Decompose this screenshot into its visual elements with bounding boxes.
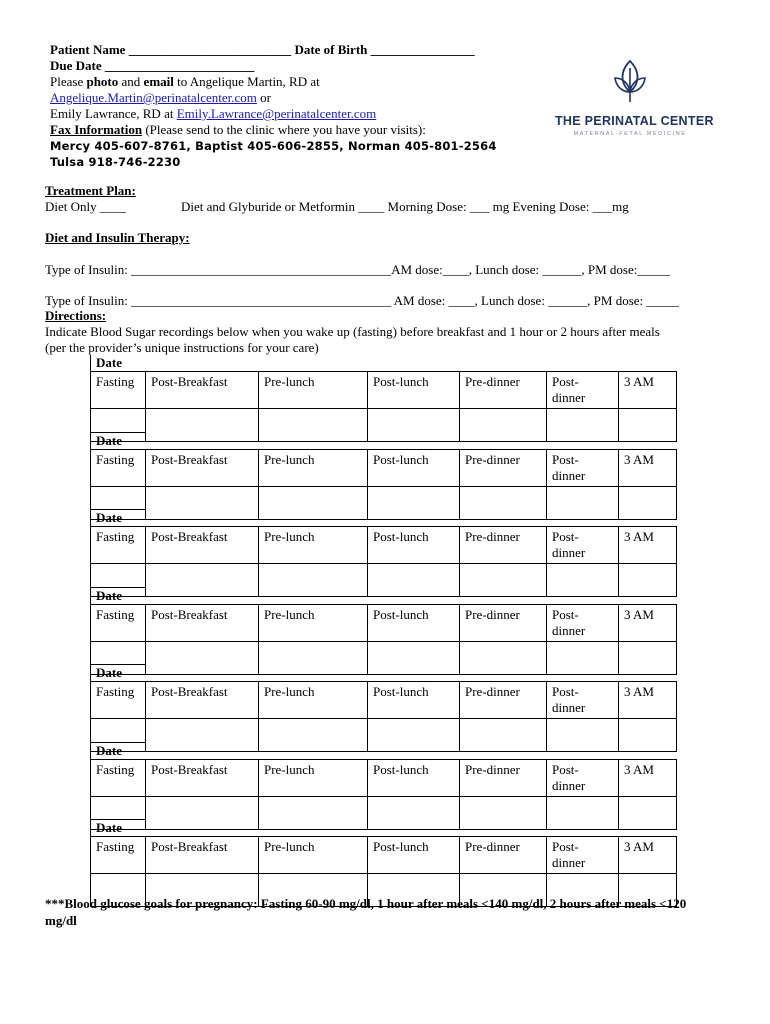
phone-numbers-line1: Mercy 405-607-8761, Baptist 405-606-2855, Norman 405-801-2564 bbox=[50, 139, 497, 153]
log-column-label: Post- dinner bbox=[547, 760, 619, 797]
log-column-label: Pre-lunch bbox=[259, 450, 368, 487]
log-column-label: Post-lunch bbox=[368, 760, 460, 797]
log-day-block bbox=[90, 432, 677, 520]
log-column-label: 3 AM bbox=[619, 527, 677, 564]
log-column-label: Pre-lunch bbox=[259, 760, 368, 797]
treatment-plan-title: Treatment Plan: bbox=[45, 183, 136, 198]
log-column-label: 3 AM bbox=[619, 372, 677, 409]
log-column-label: Post-lunch bbox=[368, 450, 460, 487]
log-column-label: Pre-dinner bbox=[460, 527, 547, 564]
log-column-label: Pre-lunch bbox=[259, 837, 368, 874]
log-column-label: 3 AM bbox=[619, 605, 677, 642]
date-row-spacer bbox=[146, 665, 677, 682]
log-day-block bbox=[90, 587, 677, 675]
leaf-logo-icon bbox=[610, 58, 650, 108]
log-column-label: Fasting bbox=[91, 450, 146, 487]
log-column-label: Post-Breakfast bbox=[146, 450, 259, 487]
patient-name-dob-line[interactable]: Patient Name _________________________ Date of Birth ________________ bbox=[50, 42, 475, 57]
log-column-label: Fasting bbox=[91, 837, 146, 874]
date-label[interactable]: Date bbox=[91, 510, 146, 527]
log-column-label: Fasting bbox=[91, 605, 146, 642]
date-row-spacer bbox=[146, 355, 677, 372]
date-label[interactable]: Date bbox=[91, 588, 146, 605]
log-column-label: Post- dinner bbox=[547, 527, 619, 564]
log-column-label: Post-lunch bbox=[368, 527, 460, 564]
directions-line-2: (per the provider’s unique instructions for your care) bbox=[45, 340, 319, 355]
log-column-label: 3 AM bbox=[619, 760, 677, 797]
date-label[interactable]: Date bbox=[91, 743, 146, 760]
log-column-label: Fasting bbox=[91, 372, 146, 409]
directions-title: Directions: bbox=[45, 308, 107, 323]
log-column-label: 3 AM bbox=[619, 450, 677, 487]
instr-photo: photo bbox=[86, 74, 119, 89]
log-column-label: Post- dinner bbox=[547, 372, 619, 409]
log-column-label: Pre-dinner bbox=[460, 605, 547, 642]
date-row-spacer bbox=[146, 743, 677, 760]
log-column-label: Pre-lunch bbox=[259, 682, 368, 719]
date-row-spacer bbox=[146, 510, 677, 527]
log-column-label: Post-lunch bbox=[368, 682, 460, 719]
logo-subtitle: MATERNAL-FETAL MEDICINE bbox=[573, 131, 687, 137]
diet-meds-option[interactable]: Diet and Glyburide or Metformin ____ Morning Dose: ___ mg Evening Dose: ___mg bbox=[181, 199, 629, 214]
log-column-label: Post-Breakfast bbox=[146, 372, 259, 409]
directions-line-1: Indicate Blood Sugar recordings below when you wake up (fasting) before breakfast and 1 hour or 2 hours after meals bbox=[45, 324, 660, 339]
log-column-label: Pre-dinner bbox=[460, 682, 547, 719]
insulin-type-line-2[interactable]: Type of Insulin: ________________________________________ AM dose: ____, Lunch dose: ______, PM dose: _____ bbox=[45, 293, 679, 308]
date-label[interactable]: Date bbox=[91, 433, 146, 450]
insulin-therapy-title: Diet and Insulin Therapy: bbox=[45, 230, 190, 245]
log-column-label: Post- dinner bbox=[547, 837, 619, 874]
log-column-label: Post-lunch bbox=[368, 837, 460, 874]
fax-note: (Please send to the clinic where you have your visits): bbox=[142, 122, 426, 137]
log-column-label: 3 AM bbox=[619, 682, 677, 719]
log-column-label: Pre-dinner bbox=[460, 837, 547, 874]
log-column-label: Post-Breakfast bbox=[146, 605, 259, 642]
angelique-email-link[interactable]: Angelique.Martin@perinatalcenter.com bbox=[50, 90, 257, 105]
log-column-label: Post-lunch bbox=[368, 605, 460, 642]
angelique-email-row bbox=[50, 90, 570, 106]
instr-text: to Angelique Martin, RD at bbox=[173, 74, 320, 89]
log-column-label: Post- dinner bbox=[547, 682, 619, 719]
log-column-label: Pre-dinner bbox=[460, 450, 547, 487]
due-date-line[interactable]: Due Date _______________________ bbox=[50, 58, 255, 73]
log-column-label: Fasting bbox=[91, 682, 146, 719]
phone-numbers-line2: Tulsa 918-746-2230 bbox=[50, 155, 181, 169]
instr-text: and bbox=[118, 74, 144, 89]
fax-info-row bbox=[50, 122, 570, 138]
instr-text: Please bbox=[50, 74, 87, 89]
log-day-block bbox=[90, 355, 677, 442]
log-column-label: Pre-dinner bbox=[460, 760, 547, 797]
log-column-label: Post-Breakfast bbox=[146, 527, 259, 564]
log-column-label: Post-lunch bbox=[368, 372, 460, 409]
patient-header bbox=[50, 42, 570, 170]
log-column-label: Pre-lunch bbox=[259, 605, 368, 642]
insulin-type-line-1[interactable]: Type of Insulin: ________________________________________AM dose:____, Lunch dose: ______, PM dose:_____ bbox=[45, 262, 670, 277]
date-row-spacer bbox=[146, 588, 677, 605]
date-label[interactable]: Date bbox=[91, 665, 146, 682]
emily-text: Emily Lawrance, RD at bbox=[50, 106, 177, 121]
glucose-goals-note: ***Blood glucose goals for pregnancy: Fasting 60-90 mg/dl, 1 hour after meals <140 mg/dl, 2 hours after meals <120 mg/dl bbox=[45, 896, 687, 928]
log-column-label: Pre-lunch bbox=[259, 372, 368, 409]
log-column-label: 3 AM bbox=[619, 837, 677, 874]
emily-email-link[interactable]: Emily.Lawrance@perinatalcenter.com bbox=[176, 106, 377, 121]
date-row-spacer bbox=[146, 820, 677, 837]
log-day-block bbox=[90, 742, 677, 830]
fax-label: Fax Information bbox=[50, 122, 143, 137]
date-label[interactable]: Date bbox=[91, 820, 146, 837]
log-column-label: Pre-lunch bbox=[259, 527, 368, 564]
emily-email-row bbox=[50, 106, 570, 122]
log-column-label: Fasting bbox=[91, 760, 146, 797]
or-text: or bbox=[256, 90, 271, 105]
logo-name: THE PERINATAL CENTER bbox=[555, 114, 714, 128]
log-day-block bbox=[90, 509, 677, 597]
date-label[interactable]: Date bbox=[91, 355, 146, 372]
log-column-label: Post-Breakfast bbox=[146, 837, 259, 874]
log-column-label: Post- dinner bbox=[547, 605, 619, 642]
send-instructions bbox=[50, 74, 570, 90]
log-column-label: Fasting bbox=[91, 527, 146, 564]
instr-email: email bbox=[143, 74, 174, 89]
log-column-label: Post-Breakfast bbox=[146, 682, 259, 719]
log-column-label: Pre-dinner bbox=[460, 372, 547, 409]
date-row-spacer bbox=[146, 433, 677, 450]
perinatal-center-logo bbox=[555, 58, 714, 137]
log-column-label: Post- dinner bbox=[547, 450, 619, 487]
log-day-block bbox=[90, 664, 677, 752]
diet-only-option[interactable]: Diet Only ____ bbox=[45, 199, 126, 214]
log-column-label: Post-Breakfast bbox=[146, 760, 259, 797]
log-day-block bbox=[90, 819, 677, 907]
